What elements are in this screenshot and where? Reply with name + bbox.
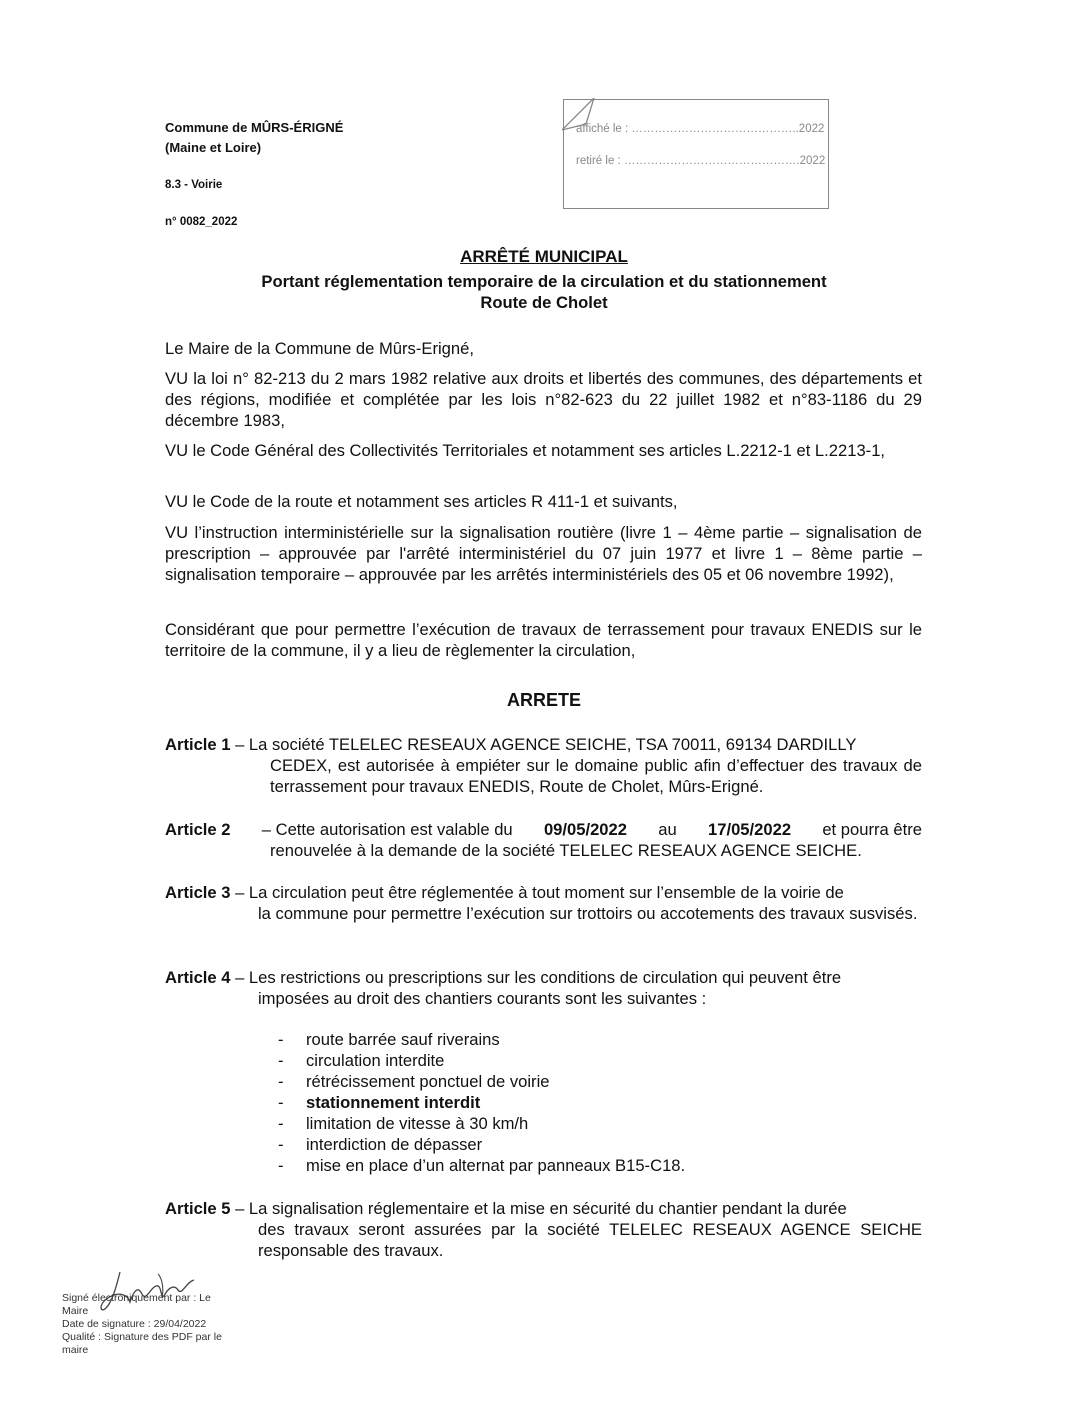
document-location: Route de Cholet <box>480 293 608 312</box>
department-name: (Maine et Loire) <box>165 140 262 155</box>
category-label: 8.3 - Voirie <box>165 179 223 191</box>
article-1-label: Article 1 <box>165 735 231 754</box>
list-item: - circulation interdite <box>278 1051 445 1070</box>
article-3-text: – La circulation peut être réglementée à tout moment sur l’ensemble de la voirie de <box>230 883 844 902</box>
article-3-label: Article 3 <box>165 883 231 902</box>
article-1-continuation: CEDEX, est autorisée à empiéter sur le domaine public afin d’effectuer des travaux de terrassement pour travaux ENEDIS, Route de Cholet, Mûrs-Erigné. <box>270 756 922 796</box>
commune-name: Commune de MÛRS-ÉRIGNÉ <box>165 120 344 135</box>
article-1-text: – La société TELELEC RESEAUX AGENCE SEICHE, TSA 70011, 69134 DARDILLY <box>230 735 857 754</box>
article-2-end-date: 17/05/2022 <box>708 820 792 839</box>
article-2-label: Article 2 <box>165 820 231 839</box>
document-title: ARRÊTÉ MUNICIPAL <box>460 247 628 266</box>
removed-date-field: retiré le : ……………………………………….2022 <box>576 155 826 167</box>
article-4-continuation: imposées au droit des chantiers courants sont les suivantes : <box>258 989 707 1008</box>
signature-quality: Qualité : Signature des PDF par le <box>62 1331 222 1343</box>
list-item: - mise en place d’un alternat par panneaux B15-C18. <box>278 1156 686 1175</box>
article-3 <box>165 882 922 924</box>
article-2-text-mid: au <box>658 820 677 839</box>
list-item: - stationnement interdit <box>278 1093 481 1112</box>
preamble-considerant: Considérant que pour permettre l’exécution de travaux de terrassement pour travaux ENEDIS sur le territoire de la commune, il y a lieu de règlementer la circulation, <box>165 620 922 660</box>
posting-stamp-box <box>563 99 829 209</box>
signature-line-1: Signé électroniquement par : Le <box>62 1292 211 1304</box>
preamble-vu-instruction: VU l’instruction interministérielle sur la signalisation routière (livre 1 – 4ème partie – signalisation de prescription – approuvée par l'arrêté interministériel du 07 juin 1977 et livre 1 – 8ème partie – signalisation temporaire – approuvée par les arrêtés interministériels des 05 et 06 novembre 1992), <box>165 523 922 584</box>
article-5-continuation: des travaux seront assurées par la société TELELEC RESEAUX AGENCE SEICHE responsable des travaux. <box>258 1220 922 1260</box>
list-item: - limitation de vitesse à 30 km/h <box>278 1114 529 1133</box>
article-5 <box>165 1198 922 1261</box>
decree-number: n° 0082_2022 <box>165 216 238 228</box>
preamble-vu-loi: VU la loi n° 82-213 du 2 mars 1982 relative aux droits et libertés des communes, des départements et des régions, modifiée et complétée par les lois n°82-623 du 22 juillet 1982 et n°83-1186 du 29 décembre 1983, <box>165 369 922 430</box>
arrete-heading: ARRETE <box>506 690 581 710</box>
article-3-continuation: la commune pour permettre l’exécution sur trottoirs ou accotements des travaux susvisés. <box>258 904 918 923</box>
document-subtitle: Portant réglementation temporaire de la circulation et du stationnement <box>261 272 827 291</box>
list-item: - route barrée sauf riverains <box>278 1030 500 1049</box>
preamble-vu-code-route: VU le Code de la route et notamment ses articles R 411-1 et suivants, <box>165 492 678 511</box>
article-4 <box>165 967 922 1009</box>
article-4-label: Article 4 <box>165 968 231 987</box>
article-5-text: – La signalisation réglementaire et la mise en sécurité du chantier pendant la durée <box>230 1199 847 1218</box>
preamble-vu-cgct: VU le Code Général des Collectivités Territoriales et notamment ses articles L.2212-1 et L.2213-1, <box>165 441 886 460</box>
article-1 <box>165 734 922 797</box>
signature-date: Date de signature : 29/04/2022 <box>62 1318 207 1330</box>
list-item: - interdiction de dépasser <box>278 1135 483 1154</box>
list-item: - rétrécissement ponctuel de voirie <box>278 1072 550 1091</box>
article-4-text: – Les restrictions ou prescriptions sur les conditions de circulation qui peuvent être <box>230 968 842 987</box>
article-2-continuation: renouvelée à la demande de la société TELELEC RESEAUX AGENCE SEICHE. <box>270 841 862 860</box>
article-2 <box>165 819 922 861</box>
article-2-text-end: et pourra être <box>822 820 922 839</box>
article-5-label: Article 5 <box>165 1199 231 1218</box>
preamble-maire: Le Maire de la Commune de Mûrs-Erigné, <box>165 339 474 358</box>
article-2-text-start: – Cette autorisation est valable du <box>261 820 513 839</box>
article-2-start-date: 09/05/2022 <box>543 820 627 839</box>
signature-line-2: Maire <box>62 1305 89 1317</box>
signature-line-5: maire <box>62 1344 89 1356</box>
posted-date-field: affiché le : ……………………………………..2022 <box>576 123 825 135</box>
